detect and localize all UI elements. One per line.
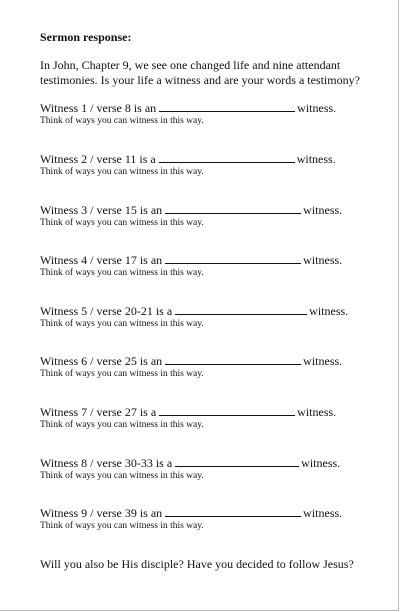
- witness-line: [40, 505, 380, 520]
- witness-line: [40, 151, 380, 166]
- witness-prefix: Witness 5 / verse 20-21 is a: [40, 304, 173, 318]
- witness-suffix: witness.: [303, 203, 343, 217]
- witness-prefix: Witness 6 / verse 25 is an: [40, 354, 163, 368]
- sermon-response-heading: Sermon response:: [40, 30, 132, 44]
- witness-item-2: [40, 151, 380, 178]
- witness-prefix: Witness 3 / verse 15 is an: [40, 203, 163, 217]
- witness-line: [40, 303, 380, 318]
- witness-item-3: [40, 202, 380, 229]
- answer-blank-6[interactable]: [165, 353, 301, 365]
- witness-prefix: Witness 9 / verse 39 is an: [40, 506, 163, 520]
- intro-paragraph: In John, Chapter 9, we see one changed life and nine attendant testimonies. Is your life a witness and are your words a testimony?: [40, 58, 360, 87]
- witness-suffix: witness.: [296, 152, 336, 166]
- witness-suffix: witness.: [303, 253, 343, 267]
- answer-blank-1[interactable]: [159, 100, 295, 112]
- witness-line: [40, 455, 380, 470]
- witness-prefix: Witness 4 / verse 17 is an: [40, 253, 163, 267]
- witness-hint: Think of ways you can witness in this way.: [40, 116, 204, 126]
- answer-blank-3[interactable]: [165, 202, 301, 214]
- witness-suffix: witness.: [301, 456, 341, 470]
- witness-hint: Think of ways you can witness in this way.: [40, 471, 204, 481]
- witness-hint: Think of ways you can witness in this way.: [40, 521, 204, 531]
- witness-hint: Think of ways you can witness in this way.: [40, 420, 204, 430]
- witness-line: [40, 353, 380, 368]
- witness-prefix: Witness 1 / verse 8 is an: [40, 101, 157, 115]
- witness-item-7: [40, 404, 380, 431]
- witness-suffix: witness.: [303, 506, 343, 520]
- witness-prefix: Witness 2 / verse 11 is a: [40, 152, 156, 166]
- witness-item-9: [40, 505, 380, 532]
- witness-item-8: [40, 455, 380, 482]
- answer-blank-2[interactable]: [159, 151, 295, 163]
- witness-suffix: witness.: [309, 304, 349, 318]
- witness-line: [40, 404, 380, 419]
- witness-item-4: [40, 252, 380, 279]
- witness-hint: Think of ways you can witness in this way.: [40, 319, 204, 329]
- witness-suffix: witness.: [297, 405, 337, 419]
- answer-blank-9[interactable]: [165, 505, 301, 517]
- witness-prefix: Witness 8 / verse 30-33 is a: [40, 456, 173, 470]
- witness-hint: Think of ways you can witness in this way.: [40, 268, 204, 278]
- witness-item-5: [40, 303, 380, 330]
- witness-suffix: witness.: [303, 354, 343, 368]
- witness-item-6: [40, 353, 380, 380]
- witness-prefix: Witness 7 / verse 27 is a: [40, 405, 157, 419]
- witness-line: [40, 100, 380, 115]
- witness-suffix: witness.: [297, 101, 337, 115]
- witness-hint: Think of ways you can witness in this way.: [40, 167, 204, 177]
- closing-question: Will you also be His disciple? Have you decided to follow Jesus?: [40, 557, 354, 571]
- witness-item-1: [40, 100, 380, 127]
- witness-line: [40, 202, 380, 217]
- answer-blank-7[interactable]: [159, 404, 295, 416]
- witness-line: [40, 252, 380, 267]
- witness-hint: Think of ways you can witness in this way.: [40, 218, 204, 228]
- answer-blank-5[interactable]: [175, 303, 307, 315]
- answer-blank-8[interactable]: [175, 455, 299, 467]
- witness-hint: Think of ways you can witness in this way.: [40, 369, 204, 379]
- answer-blank-4[interactable]: [165, 252, 301, 264]
